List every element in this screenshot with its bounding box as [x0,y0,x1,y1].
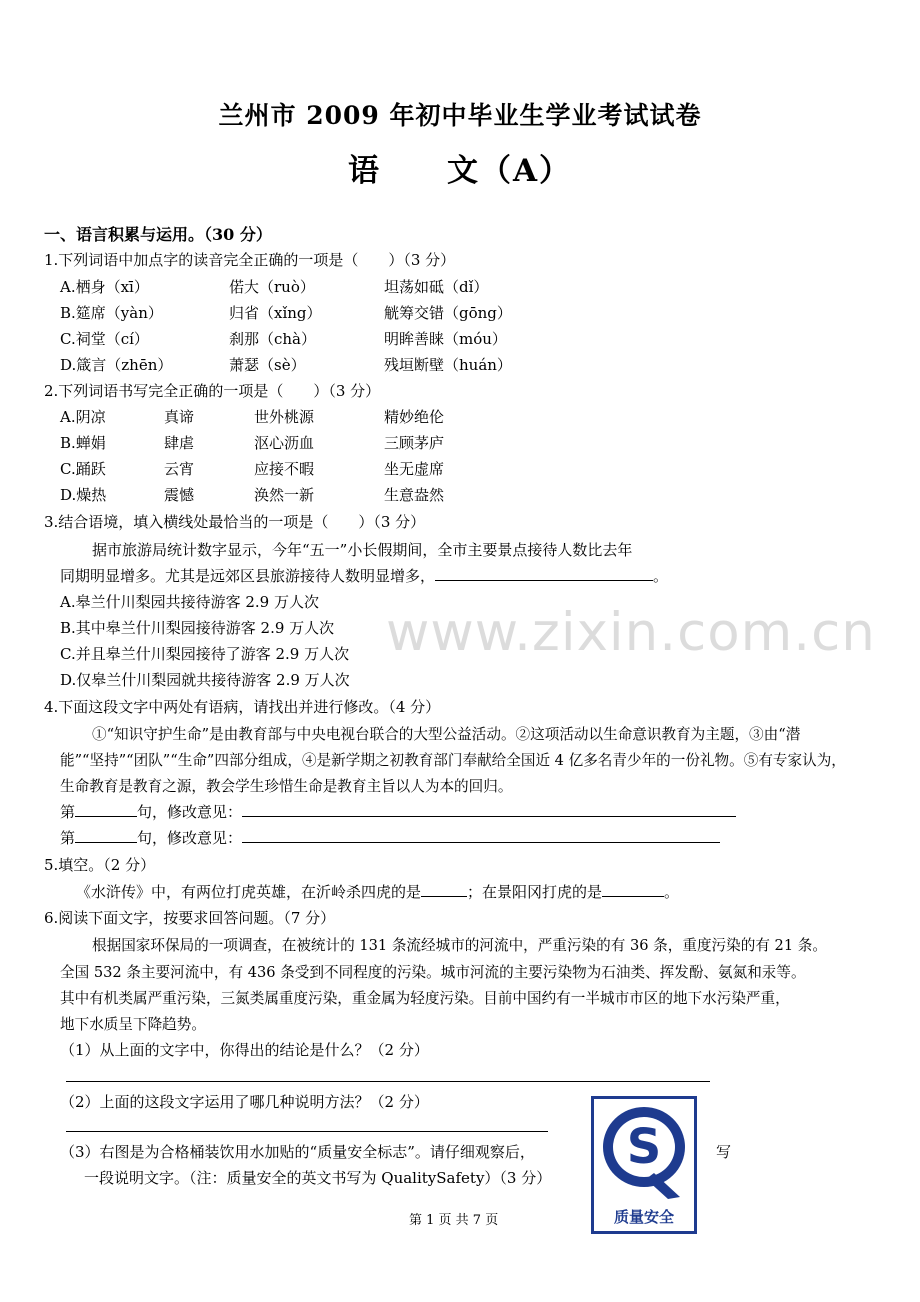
q3-option-b: B.其中皋兰什川梨园接待游客 2.9 万人次 [60,619,335,637]
q1-option-b3: 觥筹交错（gōng） [384,304,512,322]
q2-option: 坐无虚席 [384,460,445,478]
q1-option-c1: C.祠堂（cí） [60,330,149,348]
q3-passage-end: 。 [653,567,669,585]
q2-option: 真谛 [164,408,195,426]
q2-option: 沤心沥血 [254,434,315,452]
q1-option-d2: 萧瑟（sè） [229,356,306,374]
q5-text [76,881,679,902]
q6-sub1: （1）从上面的文字中，你得出的结论是什么？（2 分） [60,1041,429,1059]
qs-logo [591,1096,697,1234]
q6-sub3-write: 写 [716,1143,732,1161]
q2-option: 世外桃源 [254,408,315,426]
q6-sub3-line1: （3）右图是为合格桶装饮用水加贴的“质量安全标志”。请仔细观察后， [60,1143,535,1161]
q3-passage-line1: 据市旅游局统计数字显示，今年“五一”小长假期间，全市主要景点接待人数比去年 [92,541,633,559]
q6-sub2-answer-line[interactable] [66,1131,548,1132]
q5-stem: 5.填空。（2 分） [44,856,156,874]
q6-passage-line2: 全国 532 条主要河流中，有 436 条受到不同程度的污染。城市河流的主要污染物为石油类、挥发酚、氨氮和汞等。 [60,964,806,981]
q4-passage-line3: 生命教育是教育之源，教会学生珍惜生命是教育主旨以人为本的回归。 [60,778,513,795]
watermark: www.zixin.com.cn [386,602,876,663]
q2-stem: 2.下列词语书写完全正确的一项是（ ）（3 分） [44,382,381,400]
q2-option: 肆虐 [164,434,195,452]
q1-option-d3: 残垣断壁（huán） [384,356,512,374]
q1-option-c3: 明眸善睐（móu） [384,330,507,348]
q6-sub1-answer-line[interactable] [66,1081,710,1082]
q6-sub2: （2）上面的这段文字运用了哪几种说明方法？（2 分） [60,1093,429,1111]
q2-option: 应接不暇 [254,460,315,478]
q3-passage-text: 同期明显增多。尤其是远郊区县旅游接待人数明显增多， [60,567,436,585]
q4-sentence-blank-2[interactable] [75,827,137,843]
q6-passage-line4: 地下水质呈下降趋势。 [60,1016,206,1033]
q2-option: 涣然一新 [254,486,315,504]
q2-option: 生意盎然 [384,486,445,504]
q5-text-b: ；在景阳冈打虎的是 [467,883,603,901]
section-heading: 一、语言积累与运用。（30 分） [44,225,272,244]
q4-sentence-blank-1[interactable] [75,801,137,817]
q4-prefix: 第 [60,829,76,847]
q3-passage-line2 [60,565,668,586]
q3-answer-blank[interactable] [435,565,653,581]
q1-option-b2: 归省（xǐng） [229,304,322,322]
q4-fix-blank-2[interactable] [242,827,720,843]
q1-option-a1: A.栖身（xī） [60,278,149,296]
q6-passage-line3: 其中有机类属严重污染，三氮类属重度污染，重金属为轻度污染。目前中国约有一半城市市区的地下水污染严重， [60,990,790,1007]
q4-answer-row-1 [60,801,736,822]
q3-stem: 3.结合语境，填入横线处最恰当的一项是（ ）（3 分） [44,513,426,531]
q5-blank-1[interactable] [421,881,467,897]
q2-option: 精妙绝伦 [384,408,445,426]
q6-passage-line1: 根据国家环保局的一项调查，在被统计的 131 条流经城市的河流中，严重污染的有 36 条，重度污染的有 21 条。 [92,937,827,954]
q1-option-a2: 偌大（ruò） [229,278,315,296]
q1-stem: 1.下列词语中加点字的读音完全正确的一项是（ ）（3 分） [44,251,456,269]
q2-option: C.踊跃 [60,460,106,478]
q4-stem: 4.下面这段文字中两处有语病，请找出并进行修改。（4 分） [44,698,441,716]
q3-option-a: A.皋兰什川梨园共接待游客 2.9 万人次 [60,593,319,611]
page-number: 第 1 页 共 7 页 [409,1213,499,1228]
qs-logo-icon [594,1099,694,1203]
q4-middle: 句，修改意见： [137,829,243,847]
q3-option-d: D.仅皋兰什川梨园就共接待游客 2.9 万人次 [60,671,350,689]
q2-option: B.蝉娟 [60,434,106,452]
q1-option-a3: 坦荡如砥（dǐ） [384,278,489,296]
q6-sub3-line2: 一段说明文字。（注：质量安全的英文书写为 QualitySafety）（3 分） [84,1169,552,1187]
q4-middle: 句，修改意见： [137,803,243,821]
q1-option-c2: 刹那（chà） [229,330,317,348]
svg-text:S: S [626,1119,662,1175]
q2-option: 三顾茅庐 [384,434,445,452]
q4-answer-row-2 [60,827,720,848]
q2-option: 震憾 [164,486,195,504]
q1-option-d1: D.箴言（zhēn） [60,356,173,374]
qs-logo-caption: 质量安全 [613,1208,674,1226]
q2-option: 云宵 [164,460,195,478]
q6-stem: 6.阅读下面文字，按要求回答问题。（7 分） [44,909,336,927]
subject-title: 语 文（A） [347,153,573,189]
exam-title: 兰州市 2009 年初中毕业生学业考试试卷 [218,101,702,130]
q4-prefix: 第 [60,803,76,821]
q4-fix-blank-1[interactable] [242,801,736,817]
q3-option-c: C.并且皋兰什川梨园接待了游客 2.9 万人次 [60,645,350,663]
q5-text-a: 《水浒传》中，有两位打虎英雄，在沂岭杀四虎的是 [76,883,422,901]
q4-passage-line2: 能”“坚持”“团队”“生命”四部分组成，④是新学期之初教育部门奉献给全国近 4 亿多名青少年的一份礼物。⑤有专家认为， [60,752,846,769]
q4-passage-line1: ①“知识守护生命”是由教育部与中央电视台联合的大型公益活动。②这项活动以生命意识教育为主题，③由“潜 [92,726,801,743]
q2-option: D.燥热 [60,486,107,504]
q5-text-c: 。 [664,883,680,901]
q2-option: A.阴凉 [60,408,106,426]
q1-option-b1: B.筵席（yàn） [60,304,163,322]
q5-blank-2[interactable] [602,881,664,897]
